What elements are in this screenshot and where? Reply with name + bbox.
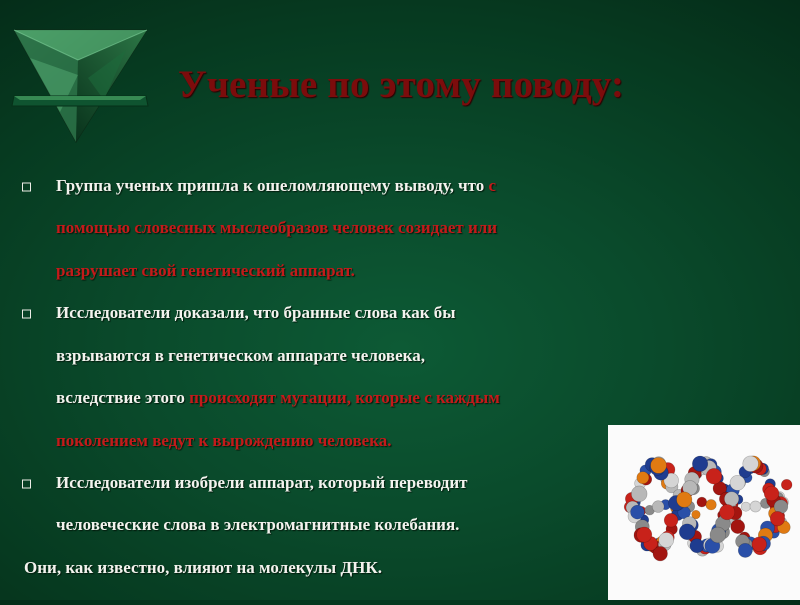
dna-atom — [706, 499, 717, 510]
list-item-line: Исследователи изобрели аппарат, который переводит — [56, 473, 468, 492]
list-item-line: человеческие слова в электромагнитные колебания. — [56, 515, 460, 534]
bullet-square-icon — [22, 480, 31, 489]
slide-title: Ученые по этому поводу: — [178, 63, 625, 106]
bullet-square-icon — [22, 310, 31, 319]
pyramid-logo — [8, 20, 153, 144]
dna-atom — [764, 486, 779, 501]
dna-atom — [741, 502, 750, 511]
list-item-line: поколением ведут к вырождению человека. — [56, 431, 392, 450]
dna-atom — [652, 501, 664, 513]
dna-atom — [781, 479, 792, 490]
dna-atom — [664, 513, 678, 527]
closing-text: Они, как известно, влияют на молекулы ДНК. — [24, 558, 382, 577]
dna-atom — [724, 492, 739, 507]
dna-atom — [637, 472, 649, 484]
dna-atom — [750, 501, 761, 512]
dna-atom — [679, 524, 695, 540]
dna-atom — [731, 520, 745, 534]
dna-atom — [690, 539, 704, 553]
dna-molecule-graphic — [608, 425, 800, 600]
dna-atom — [719, 504, 734, 519]
dna-atom — [697, 497, 707, 507]
dna-atom — [710, 527, 726, 543]
list-item-line: взрываются в генетическом аппарате человека, — [56, 346, 425, 365]
list-item-line: разрушает свой генетический аппарат. — [56, 261, 355, 280]
list-item-line: Исследователи доказали, что бранные слова как бы — [56, 303, 456, 322]
dna-atom — [692, 456, 707, 471]
dna-atom — [738, 543, 752, 557]
dna-atom — [730, 475, 745, 490]
dna-atom — [630, 505, 644, 519]
dna-atom — [653, 546, 667, 560]
dna-model-image — [608, 425, 800, 600]
dna-atom — [770, 511, 784, 525]
bullet-square-icon — [22, 183, 31, 192]
dna-atom — [631, 486, 647, 502]
list-item-line: Группа ученых пришла к ошеломляющему выводу, что с — [56, 176, 497, 195]
list-item-line: помощью словесных мыслеобразов человек созидает или — [56, 218, 498, 237]
dna-atom — [637, 527, 652, 542]
list-item-line: вследствие этого происходят мутации, которые с каждым — [56, 388, 500, 407]
dna-atom — [659, 532, 674, 547]
dna-atom — [752, 537, 767, 552]
dna-atom — [743, 456, 759, 472]
dna-atom — [677, 492, 692, 507]
dna-atom — [706, 468, 722, 484]
dna-atom — [651, 457, 667, 473]
